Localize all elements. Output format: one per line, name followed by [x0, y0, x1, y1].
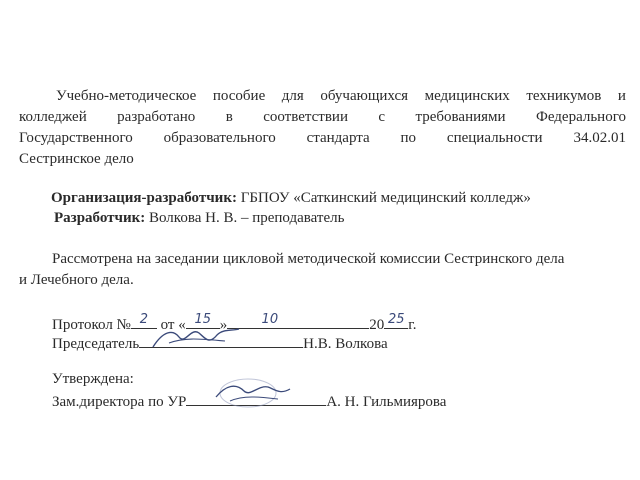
intro-word: с [378, 109, 386, 125]
protocol-number: 2 [139, 312, 149, 327]
approved-label-line: Утверждена: [52, 371, 134, 387]
chairman-line [52, 333, 388, 353]
intro-line-2 [19, 108, 626, 126]
organization-value: ГБПОУ «Саткинский медицинский колледж» [240, 190, 531, 206]
organization-line [51, 189, 531, 207]
intro-word: специальности [446, 130, 543, 146]
approved-signature-blank [186, 391, 326, 406]
approved-name: А. Н. Гильмиярова [326, 394, 447, 410]
intro-word: Федерального [535, 109, 626, 125]
intro-word: в [225, 109, 233, 125]
organization-label: Организация-разработчик: [51, 190, 237, 206]
review-line-2: и Лечебного дела. [19, 272, 134, 288]
developer-line [54, 209, 344, 227]
intro-word: для [281, 88, 304, 104]
intro-word: стандарта [306, 130, 370, 146]
approved-position: Зам.директора по УР [52, 394, 187, 410]
intro-word: медицинских [424, 88, 510, 104]
intro-word: образовательного [163, 130, 276, 146]
protocol-month: 10 [261, 312, 279, 327]
protocol-year-unit: г. [408, 317, 417, 333]
intro-word: обучающихся [320, 88, 409, 104]
protocol-year-prefix: 20 [369, 317, 385, 333]
protocol-close-quote: » [219, 317, 228, 333]
intro-line-3 [19, 129, 626, 147]
protocol-year-blank [384, 314, 408, 329]
developer-value: Волкова Н. В. – преподаватель [149, 210, 345, 226]
chairman-label: Председатель [52, 336, 140, 352]
stamp-signature [186, 375, 306, 409]
chairman-signature-blank [139, 333, 303, 348]
protocol-year: 25 [387, 312, 405, 327]
intro-word: пособие [212, 88, 266, 104]
intro-word: разработано [117, 109, 196, 125]
chairman-name: Н.В. Волкова [303, 336, 388, 352]
intro-word: техникумов [526, 88, 602, 104]
intro-word: Государственного [19, 130, 133, 146]
protocol-from: от « [160, 317, 186, 333]
chairman-signature [139, 323, 249, 353]
intro-word: соответствии [263, 109, 348, 125]
intro-word: требованиями [415, 109, 506, 125]
approved-line [52, 391, 446, 411]
intro-word: Учебно-методическое [56, 88, 197, 104]
intro-word: и [617, 88, 626, 104]
protocol-day: 15 [194, 312, 212, 327]
intro-word: колледжей [19, 109, 87, 125]
intro-line-1 [56, 87, 626, 105]
intro-word: по [400, 130, 417, 146]
intro-word: 34.02.01 [573, 130, 626, 146]
developer-label: Разработчик: [54, 210, 146, 226]
review-line-1: Рассмотрена на заседании цикловой методической комиссии Сестринского дела [52, 251, 565, 267]
protocol-label: Протокол № [52, 317, 131, 333]
intro-line-4: Сестринское дело [19, 151, 134, 167]
